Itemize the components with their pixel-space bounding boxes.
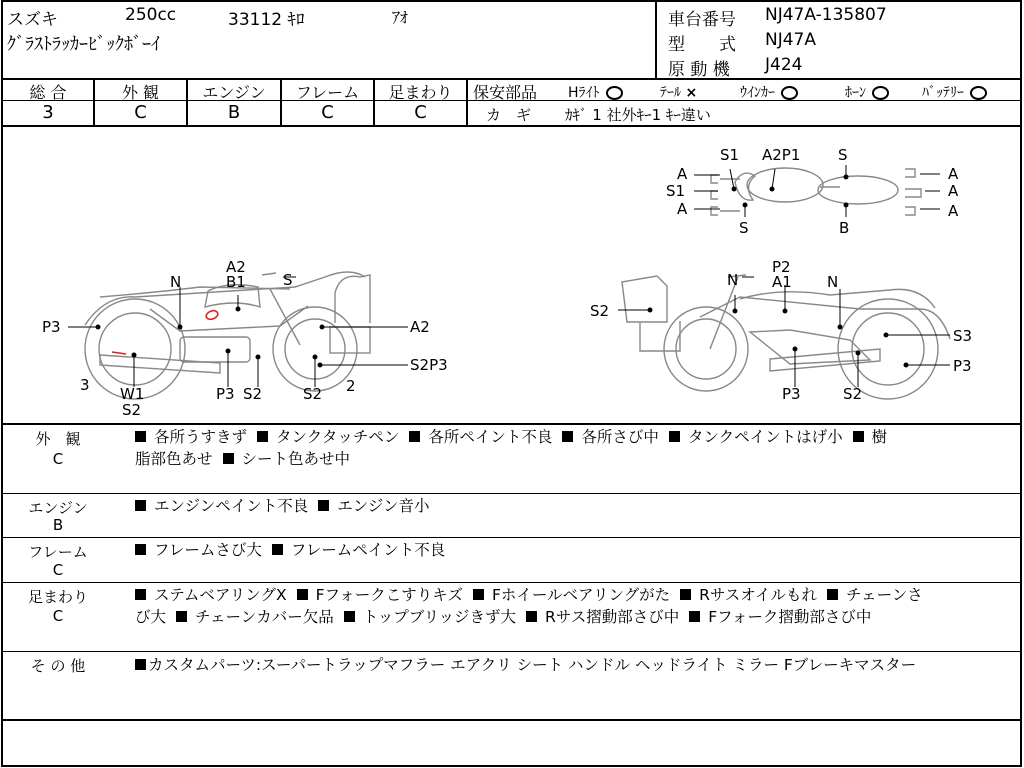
section-exterior-notes: 各所うすきず タンクタッチペン 各所ペイント不良 各所さび中 タンクペイントはげ小 樹 脂部色あせ シート色あせ中 xyxy=(135,428,888,468)
left-label-a2-2: A2 xyxy=(410,318,430,336)
engine-code: J424 xyxy=(765,55,803,75)
safety-item-headlight: Hﾗｲﾄ xyxy=(568,82,623,102)
top-label-a-5: A xyxy=(948,202,959,220)
grade-frame-value: C xyxy=(321,102,334,123)
section-suspension-label: 足まわり xyxy=(27,588,88,606)
top-label-s1-2: S1 xyxy=(666,182,686,200)
section-other-notes: カスタムパーツ:スーパートラップマフラー エアクリ シート ハンドル ヘッドライト ミラー Fブレーキマスター xyxy=(135,654,916,676)
left-label-s2-2: S2 xyxy=(243,385,263,403)
grade-engine-value: B xyxy=(227,102,241,123)
top-label-s: S xyxy=(838,146,848,164)
right-label-p3-2: P3 xyxy=(782,385,801,403)
right-label-p2: P2 xyxy=(772,258,791,276)
section-frame-notes: フレームさび大 フレームペイント不良 xyxy=(135,539,455,561)
remarks-sep-3 xyxy=(1,582,1022,583)
right-label-s2-2: S2 xyxy=(843,385,863,403)
top-label-b: B xyxy=(839,219,850,237)
left-label-p3-2: P3 xyxy=(216,385,235,403)
safety-item-tail: ﾃｰﾙ × xyxy=(660,85,698,101)
right-label-s3: S3 xyxy=(953,327,973,345)
left-label-s2: S2 xyxy=(122,401,142,419)
right-label-n-2: N xyxy=(827,273,839,291)
left-label-2: 2 xyxy=(346,377,356,395)
right-bike-outline xyxy=(622,275,950,399)
leader-lines xyxy=(68,165,950,387)
maker: スズキ xyxy=(7,10,58,30)
remarks-top xyxy=(1,423,1022,425)
frame-no: NJ47A-135807 xyxy=(765,5,887,25)
left-label-s2-3: S2 xyxy=(303,385,323,403)
left-label-p3: P3 xyxy=(42,318,61,336)
engine-label: 原 動 機 xyxy=(668,60,730,80)
safety-label: 保安部品 xyxy=(473,83,538,102)
section-engine-notes: エンジンペイント不良 エンジン音小 xyxy=(135,495,439,517)
section-exterior-label: 外 観 xyxy=(35,430,81,448)
frame-no-label: 車台番号 xyxy=(668,10,736,30)
top-view-tank xyxy=(747,168,823,202)
right-label-n: N xyxy=(727,271,739,289)
key-value: ｶｷﾞ 1 社外ｷｰ1 ｷｰ違い xyxy=(565,106,711,124)
grade-suspension-label: 足まわり xyxy=(388,83,453,102)
section-suspension-notes: ステムベアリングX Fフォークこすりキズ Fホイールベアリングがた Rサスオイルもれ チェーンさ び大 チェーンカバー欠品 トップブリッジきず大 Rサス摺動部さび中 Fフォーク摺動部さび中 xyxy=(135,586,923,626)
safety-item-battery: ﾊﾞｯﾃﾘｰ xyxy=(922,82,987,102)
remarks-bottom xyxy=(1,719,1022,721)
color: ｱｵ xyxy=(392,8,409,27)
battery-ok-mark xyxy=(970,86,987,100)
displacement: 250cc xyxy=(125,5,177,25)
grade-exterior-value: C xyxy=(134,102,147,123)
mileage: 33112 ｷﾛ xyxy=(228,10,305,30)
top-label-s-2: S xyxy=(739,219,749,237)
model-code: NJ47A xyxy=(765,30,816,50)
section-engine-label: エンジン xyxy=(28,499,88,517)
right-label-s2: S2 xyxy=(590,302,610,320)
grade-engine-label: エンジン xyxy=(202,83,266,102)
top-label-a-2: A xyxy=(677,200,688,218)
grade-frame-label: フレーム xyxy=(295,83,360,102)
grade-total-value: 3 xyxy=(42,102,54,123)
safety-item-winker: ｳｲﾝｶｰ xyxy=(740,82,798,102)
winker-ok-mark xyxy=(781,86,798,100)
left-label-a2: A2 xyxy=(226,258,246,276)
grade-exterior-label: 外 観 xyxy=(121,83,160,102)
headlight-ok-mark xyxy=(606,86,623,100)
grade-sep-5 xyxy=(466,78,468,125)
top-label-a-3: A xyxy=(948,165,959,183)
key-label: カ ギ xyxy=(486,106,532,124)
section-engine-grade: B xyxy=(52,516,64,534)
header-divider xyxy=(655,0,657,78)
section-frame-label: フレーム xyxy=(28,543,88,561)
top-view-seat xyxy=(818,176,898,204)
remarks-sep-4 xyxy=(1,651,1022,652)
horn-ok-mark xyxy=(872,86,889,100)
grade-total-label: 総 合 xyxy=(29,83,67,102)
remarks-sep-2 xyxy=(1,537,1022,538)
right-label-p3: P3 xyxy=(953,357,972,375)
safety-item-horn: ﾎｰﾝ xyxy=(845,82,889,102)
model-name: ｸﾞﾗｽﾄﾗｯｶｰﾋﾞｯｸﾎﾞｰｲ xyxy=(7,34,160,55)
top-label-s1: S1 xyxy=(720,146,740,164)
section-frame-grade: C xyxy=(52,561,64,579)
damage-marks xyxy=(112,309,219,354)
right-label-a1: A1 xyxy=(772,273,792,291)
left-label-b1: B1 xyxy=(226,273,246,291)
grade-suspension-value: C xyxy=(414,102,427,123)
damage-diagram xyxy=(0,127,1022,423)
section-other-label: そ の 他 xyxy=(30,657,86,675)
left-label-s2p3: S2P3 xyxy=(410,356,448,374)
top-label-a-4: A xyxy=(948,182,959,200)
remarks-sep-1 xyxy=(1,493,1022,494)
top-label-a-1: A xyxy=(677,165,688,183)
top-label-a2p1: A2P1 xyxy=(762,146,801,164)
section-exterior-grade: C xyxy=(52,450,64,468)
section-suspension-grade: C xyxy=(52,607,64,625)
tail-ng-mark: × xyxy=(685,85,698,101)
model-label: 型 式 xyxy=(668,35,736,55)
left-label-n: N xyxy=(170,273,182,291)
left-label-w1: W1 xyxy=(120,385,145,403)
left-label-s: S xyxy=(283,271,293,289)
left-label-3: 3 xyxy=(80,376,90,394)
